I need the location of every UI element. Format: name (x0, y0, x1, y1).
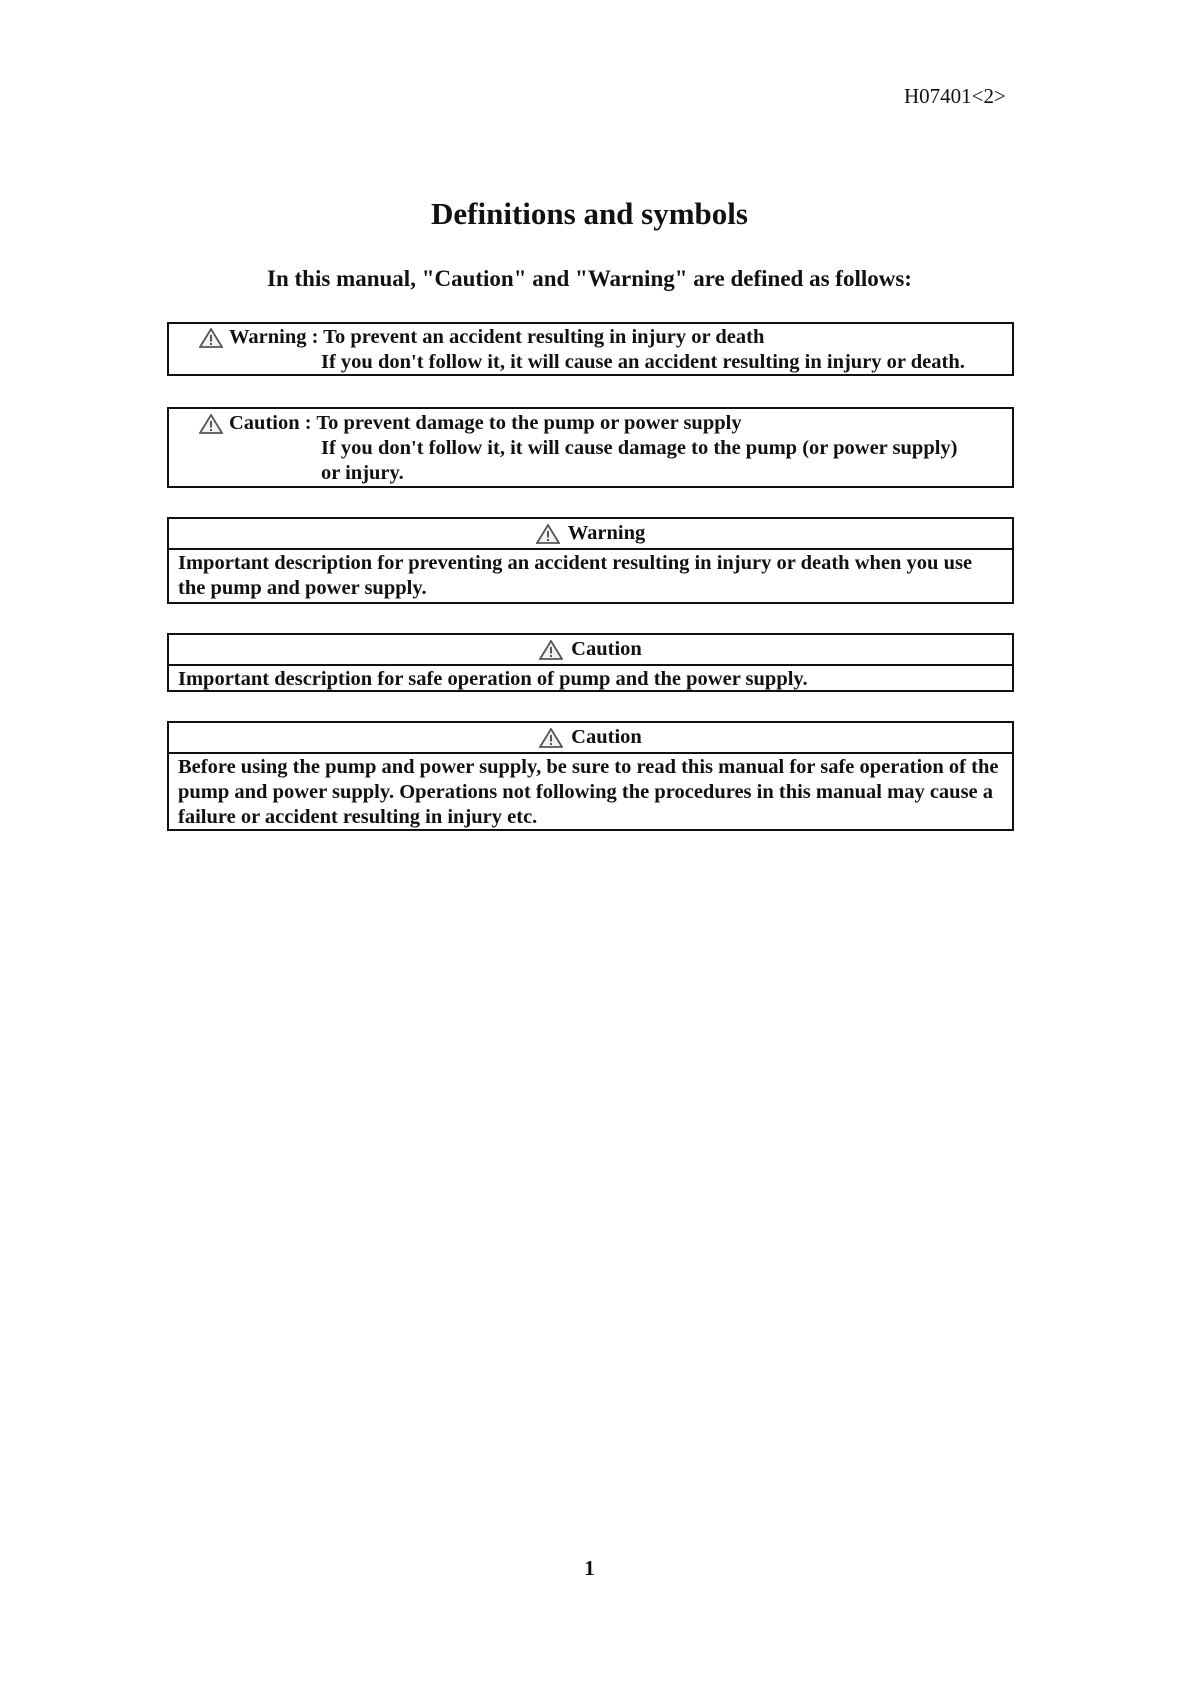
warning-notice-heading: Warning (567, 522, 646, 544)
caution-notice-header (169, 635, 1012, 666)
caution-read-manual-heading: Caution (571, 726, 642, 748)
warning-notice-box (167, 517, 1014, 604)
page-number: 1 (584, 1556, 595, 1580)
document-id: H07401<2> (904, 84, 1006, 108)
caution-definition-text-line-2: or injury. (321, 462, 404, 484)
caution-read-manual-header (169, 723, 1012, 754)
warning-definition-text: If you don't follow it, it will cause an accident resulting in injury or death. (321, 351, 965, 373)
warning-triangle-icon (539, 640, 563, 660)
warning-triangle-icon (536, 524, 560, 544)
warning-definition-box (167, 322, 1014, 376)
page-title: Definitions and symbols (431, 196, 748, 231)
intro-text: In this manual, "Caution" and "Warning" are defined as follows: (267, 266, 912, 291)
caution-definition-label: Caution : To prevent damage to the pump or power supply (229, 412, 742, 434)
caution-definition-label-row (169, 411, 1012, 436)
warning-notice-text: Important description for preventing an accident resulting in injury or death when you use the pump and power supply. (178, 552, 973, 599)
caution-notice-box (167, 633, 1014, 692)
warning-triangle-icon (199, 414, 223, 434)
warning-notice-header (169, 519, 1012, 550)
warning-definition-label-row (169, 325, 1012, 350)
caution-read-manual-box (167, 721, 1014, 831)
caution-definition-text-line-1: If you don't follow it, it will cause damage to the pump (or power supply) (321, 437, 958, 459)
caution-notice-text: Important description for safe operation of pump and the power supply. (178, 668, 808, 690)
caution-read-manual-text: Before using the pump and power supply, be sure to read this manual for safe operation of the pump and power supply. Operations not following the procedures in this manual may cause a failure or accident resulting in injury etc. (178, 756, 999, 828)
warning-definition-label: Warning : To prevent an accident resulting in injury or death (229, 326, 765, 348)
warning-triangle-icon (539, 728, 563, 748)
caution-definition-box (167, 407, 1014, 488)
warning-triangle-icon (199, 328, 223, 348)
caution-notice-heading: Caution (571, 638, 642, 660)
